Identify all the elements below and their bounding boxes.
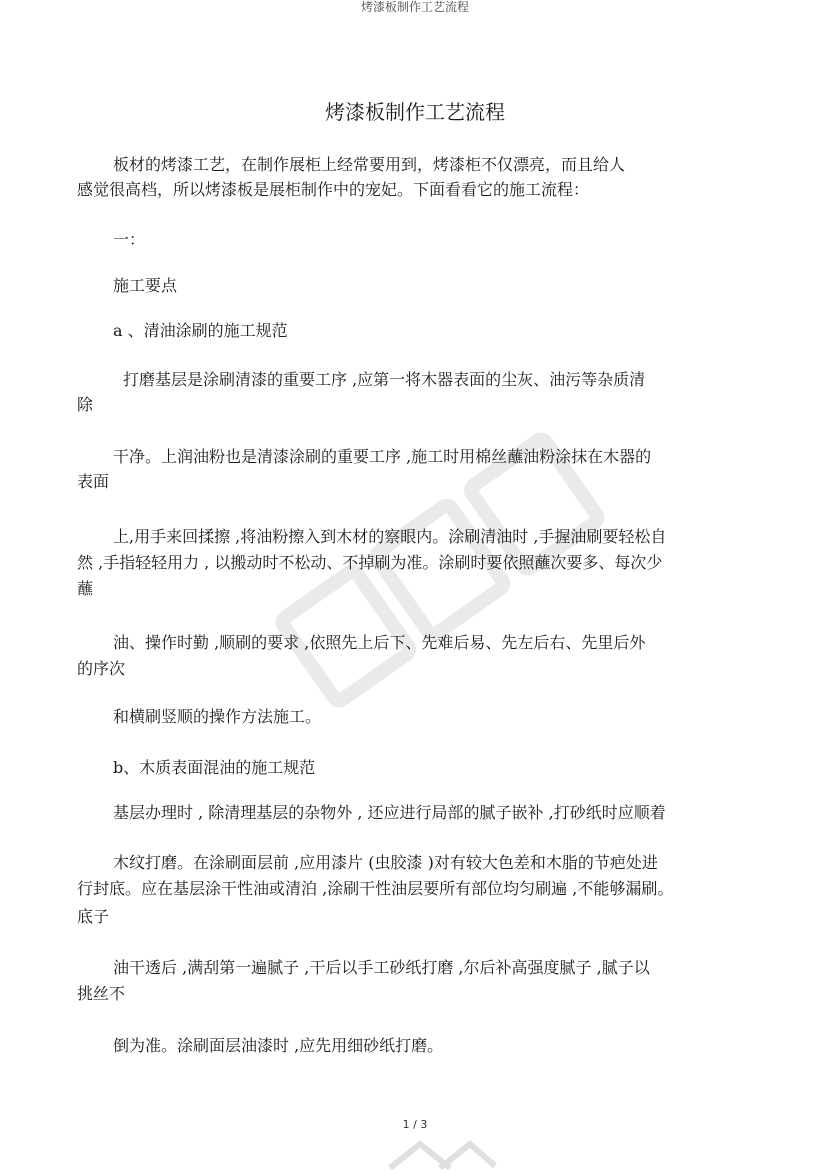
watermark-fragment-icon (380, 1138, 500, 1174)
paragraph-line: 打磨基层是涂刷清漆的重要工序 ,应第一将木器表面的尘灰、油污等杂质清 (123, 370, 646, 389)
paragraph-line: 基层办理时 , 除清理基层的杂物外 , 还应进行局部的腻子嵌补 ,打砂纸时应顺着 (113, 803, 666, 822)
paragraph-line: 的序次 (77, 659, 126, 678)
paragraph-line: 和横刷竖顺的操作方法施工。 (113, 707, 322, 726)
paragraph-line: 然 ,手指轻轻用力 , 以搬动时不松动、不掉刷为准。涂刷时要依照蘸次要多、每次少 (77, 553, 663, 572)
subsection-a-heading: a 、清油涂刷的施工规范 (113, 321, 288, 340)
paragraph-line: 油干透后 ,满刮第一遍腻子 ,干后以手工砂纸打磨 ,尔后补高强度腻子 ,腻子以 (113, 958, 650, 977)
paragraph-line: 表面 (77, 472, 110, 491)
page-number: 1 / 3 (402, 1118, 428, 1131)
paragraph-line: 油、操作时勤 ,顺刷的要求 ,依照先上后下、先难后易、先左后右、先里后外 (113, 633, 646, 652)
running-header: 烤漆板制作工艺流程 (360, 0, 469, 14)
paragraph-line: 上,用手来回揉擦 ,将油粉擦入到木材的察眼内。涂刷清油时 ,手握油刷要轻松自 (113, 527, 667, 546)
paragraph-line: 除 (77, 395, 94, 414)
intro-line-2: 感觉很高档，所以烤漆板是展柜制作中的宠妃。下面看看它的施工流程： (77, 180, 590, 199)
document-title: 烤漆板制作工艺流程 (325, 100, 505, 124)
paragraph-line: 挑丝不 (77, 984, 126, 1003)
section-number: 一： (113, 230, 146, 249)
paragraph-line: 木纹打磨。在涂刷面层前 ,应用漆片 (虫胶漆 )对有较大色差和木脂的节疤处进 (113, 853, 658, 872)
paragraph-line: 底子 (77, 907, 110, 926)
paragraph-line: 蘸 (77, 579, 94, 598)
subsection-b-heading: b、木质表面混油的施工规范 (113, 758, 316, 777)
intro-line-1: 板材的烤漆工艺，在制作展柜上经常要用到，烤漆柜不仅漂亮，而且给人 (113, 155, 626, 174)
section-heading: 施工要点 (113, 276, 178, 295)
paragraph-line: 干净。上润油粉也是清漆涂刷的重要工序 ,施工时用棉丝蘸油粉涂抹在木器的 (113, 447, 652, 466)
paragraph-line: 倒为准。涂刷面层油漆时 ,应先用细砂纸打磨。 (113, 1036, 444, 1055)
paragraph-line: 行封底。应在基层涂干性油或清泊 ,涂刷干性油层要所有部位均匀刷遍 ,不能够漏刷。 (77, 879, 674, 898)
